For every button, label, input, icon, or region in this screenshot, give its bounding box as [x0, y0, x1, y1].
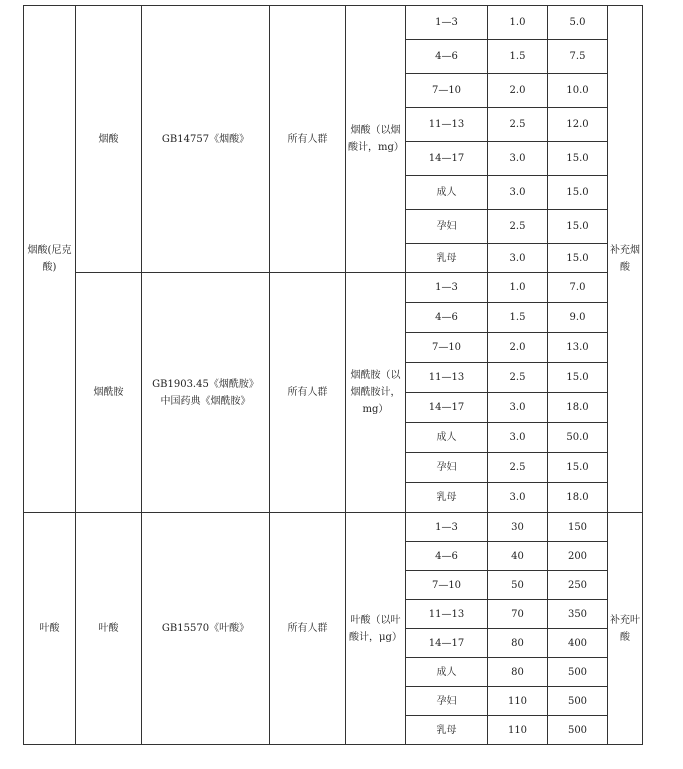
max-value-cell: 7.5	[548, 40, 608, 74]
min-value-cell: 2.5	[488, 108, 548, 142]
min-value-cell: 3.0	[488, 483, 548, 513]
age-group-cell: 14—17	[406, 393, 488, 423]
max-value-cell: 18.0	[548, 393, 608, 423]
unit-cell: 叶酸（以叶酸计，μg）	[346, 513, 406, 745]
min-value-cell: 110	[488, 687, 548, 716]
max-value-cell: 15.0	[548, 176, 608, 210]
max-value-cell: 9.0	[548, 303, 608, 333]
min-value-cell: 3.0	[488, 423, 548, 453]
nutrient-table	[23, 5, 643, 745]
age-group-cell: 4—6	[406, 303, 488, 333]
max-value-cell: 400	[548, 629, 608, 658]
max-value-cell: 5.0	[548, 6, 608, 40]
min-value-cell: 3.0	[488, 142, 548, 176]
table-row	[24, 513, 643, 542]
min-value-cell: 2.5	[488, 363, 548, 393]
max-value-cell: 350	[548, 600, 608, 629]
max-value-cell: 12.0	[548, 108, 608, 142]
nutrient-cell: 烟酸(尼克酸)	[24, 6, 76, 513]
compound-name-cell: 叶酸	[76, 513, 142, 745]
max-value-cell: 15.0	[548, 453, 608, 483]
age-group-cell: 乳母	[406, 716, 488, 745]
min-value-cell: 1.0	[488, 273, 548, 303]
age-group-cell: 4—6	[406, 542, 488, 571]
age-group-cell: 成人	[406, 423, 488, 453]
max-value-cell: 15.0	[548, 244, 608, 273]
age-group-cell: 4—6	[406, 40, 488, 74]
population-cell: 所有人群	[270, 273, 346, 513]
age-group-cell: 成人	[406, 176, 488, 210]
age-group-cell: 1—3	[406, 6, 488, 40]
max-value-cell: 7.0	[548, 273, 608, 303]
age-group-cell: 孕妇	[406, 687, 488, 716]
max-value-cell: 15.0	[548, 363, 608, 393]
max-value-cell: 150	[548, 513, 608, 542]
min-value-cell: 50	[488, 571, 548, 600]
age-group-cell: 成人	[406, 658, 488, 687]
standard-cell: GB15570《叶酸》	[142, 513, 270, 745]
min-value-cell: 3.0	[488, 176, 548, 210]
max-value-cell: 50.0	[548, 423, 608, 453]
max-value-cell: 18.0	[548, 483, 608, 513]
purpose-cell: 补充烟酸	[608, 6, 643, 513]
age-group-cell: 11—13	[406, 363, 488, 393]
min-value-cell: 2.0	[488, 333, 548, 363]
unit-cell: 烟酰胺（以烟酰胺计，mg）	[346, 273, 406, 513]
min-value-cell: 1.5	[488, 40, 548, 74]
table-row	[24, 273, 643, 303]
age-group-cell: 14—17	[406, 142, 488, 176]
min-value-cell: 1.0	[488, 6, 548, 40]
max-value-cell: 250	[548, 571, 608, 600]
min-value-cell: 1.5	[488, 303, 548, 333]
age-group-cell: 7—10	[406, 333, 488, 363]
max-value-cell: 13.0	[548, 333, 608, 363]
min-value-cell: 110	[488, 716, 548, 745]
min-value-cell: 70	[488, 600, 548, 629]
nutrient-cell: 叶酸	[24, 513, 76, 745]
table-row	[24, 6, 643, 40]
age-group-cell: 14—17	[406, 629, 488, 658]
age-group-cell: 1—3	[406, 513, 488, 542]
age-group-cell: 乳母	[406, 483, 488, 513]
age-group-cell: 乳母	[406, 244, 488, 273]
min-value-cell: 3.0	[488, 244, 548, 273]
age-group-cell: 7—10	[406, 74, 488, 108]
max-value-cell: 15.0	[548, 142, 608, 176]
max-value-cell: 500	[548, 658, 608, 687]
compound-name-cell: 烟酸	[76, 6, 142, 273]
age-group-cell: 孕妇	[406, 453, 488, 483]
max-value-cell: 10.0	[548, 74, 608, 108]
standard-cell: GB1903.45《烟酰胺》 中国药典《烟酰胺》	[142, 273, 270, 513]
age-group-cell: 11—13	[406, 600, 488, 629]
max-value-cell: 500	[548, 687, 608, 716]
standard-cell: GB14757《烟酸》	[142, 6, 270, 273]
min-value-cell: 80	[488, 629, 548, 658]
population-cell: 所有人群	[270, 6, 346, 273]
min-value-cell: 2.5	[488, 210, 548, 244]
age-group-cell: 孕妇	[406, 210, 488, 244]
age-group-cell: 1—3	[406, 273, 488, 303]
table-body	[24, 6, 643, 745]
unit-cell: 烟酸（以烟酸计，mg）	[346, 6, 406, 273]
max-value-cell: 500	[548, 716, 608, 745]
age-group-cell: 7—10	[406, 571, 488, 600]
min-value-cell: 30	[488, 513, 548, 542]
age-group-cell: 11—13	[406, 108, 488, 142]
purpose-cell: 补充叶酸	[608, 513, 643, 745]
min-value-cell: 3.0	[488, 393, 548, 423]
min-value-cell: 2.0	[488, 74, 548, 108]
compound-name-cell: 烟酰胺	[76, 273, 142, 513]
population-cell: 所有人群	[270, 513, 346, 745]
max-value-cell: 200	[548, 542, 608, 571]
min-value-cell: 40	[488, 542, 548, 571]
min-value-cell: 80	[488, 658, 548, 687]
max-value-cell: 15.0	[548, 210, 608, 244]
min-value-cell: 2.5	[488, 453, 548, 483]
